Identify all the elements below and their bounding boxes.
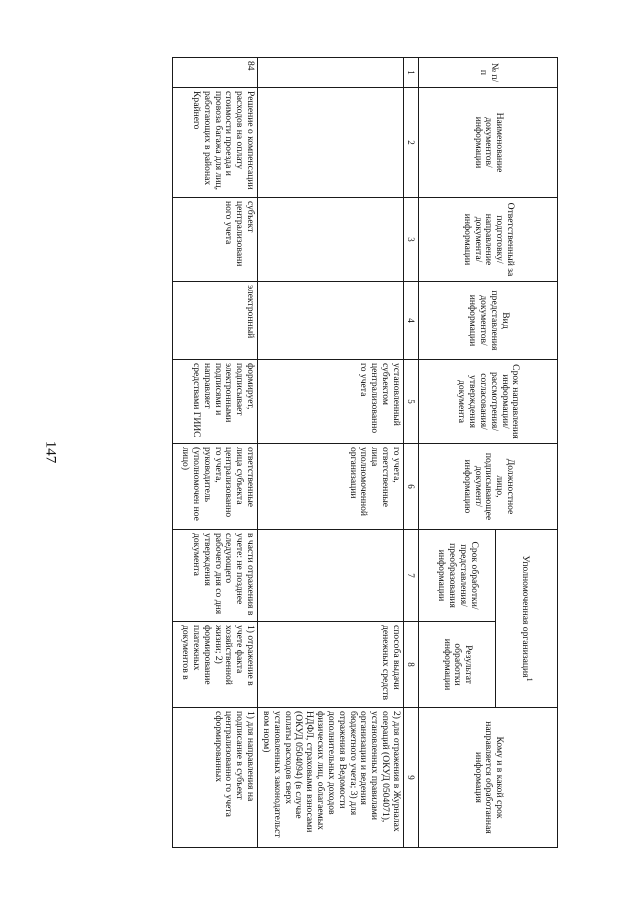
header-processing-deadline: Срок обработки/ представления/ преобразования информации (419, 530, 496, 622)
col-number: 7 (403, 530, 418, 622)
cell-deadline: установленный субъектом централизованно го учета (258, 360, 404, 444)
table-row-continuation (258, 58, 404, 848)
document-table (172, 57, 558, 848)
header-authorized-org-label: Уполномоченная организация (519, 555, 531, 678)
header-num: № п/п (419, 58, 558, 88)
cell-form: электронный (173, 282, 258, 360)
column-numbers-row (403, 58, 418, 848)
cell-official: го учета, ответственные лица уполномоченной организации (258, 444, 404, 530)
cell-form (258, 282, 404, 360)
col-number: 5 (403, 360, 418, 444)
cell-num (258, 58, 404, 88)
cell-name (258, 88, 404, 198)
cell-recipient: 1) для направления на подписание в субъект централизованно го учета сформированных (173, 708, 258, 848)
col-number: 4 (403, 282, 418, 360)
cell-responsible (258, 198, 404, 282)
page-number: 147 (42, 440, 59, 464)
table-row-84 (173, 58, 258, 848)
header-deadline: Срок направления информации/ рассмотрения/ согласования/ утверждения документа (419, 360, 558, 444)
header-official: Должностное лицо, подписывающее документ/ информацию (419, 444, 558, 530)
header-processing-result: Результат обработки информации (419, 622, 496, 708)
cell-official: ответственные лица субъекта централизованно го учета, руководитель (уполномочен ное лицо) (173, 444, 258, 530)
cell-processing-deadline (258, 530, 404, 622)
header-recipient: Кому и в какой срок направляется обработанная информация (419, 708, 558, 848)
cell-recipient: 2) для отражения в Журналах операций (ОКУД 0504071), установленных правилами организации и ведения бюджетного учета; 3) для отражения в Ведомости дополнительных доходов физических лиц, облагаемых НДФЛ, страховыми взносами (ОКУД 0504094) (в случае оплаты расходов сверх установленных законодательст вом норм) (258, 708, 404, 848)
cell-processing-result: способа выдачи денежных средств (258, 622, 404, 708)
cell-num: 84 (173, 58, 258, 88)
header-name: Наименование документов/ информации (419, 88, 558, 198)
cell-processing-deadline: в части отражения в учете: не позднее следующего рабочего дня со дня утверждения документа (173, 530, 258, 622)
cell-name: Решение о компенсации расходов на оплату стоимости проезда и провоза багажа для лиц, работающих в районах Крайнего (173, 88, 258, 198)
header-row (496, 58, 558, 848)
cell-responsible: субъект централизовани ного учета (173, 198, 258, 282)
cell-deadline: формирует, подписывает электронными подписями и направляет средствами ГИИС (173, 360, 258, 444)
col-number: 2 (403, 88, 418, 198)
col-number: 9 (403, 708, 418, 848)
footnote-marker: 1 (525, 677, 535, 682)
col-number: 1 (403, 58, 418, 88)
header-authorized-org (496, 530, 558, 708)
rotated-table-container (82, 57, 558, 847)
header-form: Вид представления документов/ информации (419, 282, 558, 360)
col-number: 6 (403, 444, 418, 530)
col-number: 3 (403, 198, 418, 282)
cell-processing-result: 1) отражение в учете факта хозяйственной жизни; 2) формирование платежных документов в (173, 622, 258, 708)
col-number: 8 (403, 622, 418, 708)
header-responsible: Ответственный за подготовку/ направление документа/ информации (419, 198, 558, 282)
